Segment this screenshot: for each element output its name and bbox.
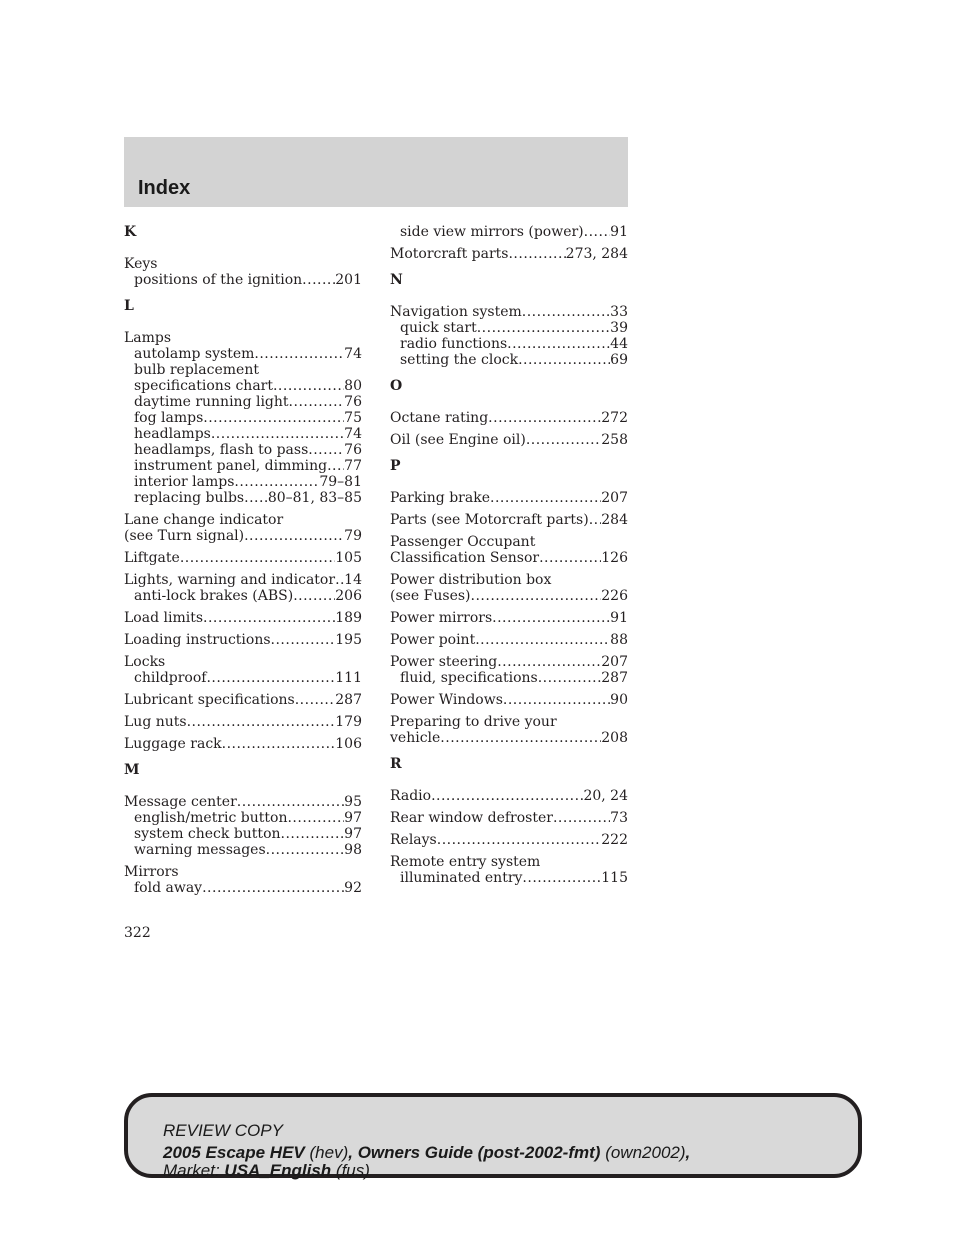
index-entry bbox=[124, 654, 362, 686]
index-entry bbox=[390, 610, 628, 626]
dot-leader bbox=[289, 394, 345, 410]
entry-term: side view mirrors (power) bbox=[400, 224, 584, 240]
index-entry bbox=[390, 512, 628, 528]
index-subentry bbox=[390, 670, 628, 686]
entry-term: system check button bbox=[134, 826, 281, 842]
page-reference: 105 bbox=[335, 550, 362, 566]
index-subentry bbox=[390, 352, 628, 368]
entry-term: Power distribution box bbox=[390, 572, 552, 588]
page-reference: 91 bbox=[610, 224, 628, 240]
entry-term: Luggage rack bbox=[124, 736, 222, 752]
index-entry bbox=[124, 330, 362, 506]
index-entry bbox=[390, 810, 628, 826]
section-letter: M bbox=[124, 762, 140, 778]
page-reference: 189 bbox=[335, 610, 362, 626]
index-column-right bbox=[390, 224, 628, 892]
page-reference: 91 bbox=[610, 610, 628, 626]
dot-leader bbox=[327, 458, 344, 474]
dot-leader bbox=[273, 378, 344, 394]
section-letter: N bbox=[390, 272, 403, 288]
entry-term: Power point bbox=[390, 632, 476, 648]
entry-term: Locks bbox=[124, 654, 166, 670]
index-entry-line bbox=[390, 854, 628, 870]
index-entry-line bbox=[390, 730, 628, 746]
page-reference: 106 bbox=[335, 736, 362, 752]
index-entry bbox=[390, 632, 628, 648]
dot-leader bbox=[503, 692, 610, 708]
entry-term: (see Fuses) bbox=[390, 588, 471, 604]
page-reference: 79 bbox=[344, 528, 362, 544]
separator: , bbox=[348, 1143, 358, 1162]
entry-term: vehicle bbox=[390, 730, 441, 746]
entry-term: (see Turn signal) bbox=[124, 528, 245, 544]
page-reference: 111 bbox=[335, 670, 362, 686]
dot-leader bbox=[244, 528, 344, 544]
section-letter: P bbox=[390, 458, 401, 474]
entry-term: childproof bbox=[134, 670, 207, 686]
entry-term: instrument panel, dimming bbox=[134, 458, 328, 474]
index-entry-line bbox=[390, 512, 628, 528]
index-entry-line bbox=[390, 572, 628, 588]
market-name: USA_English bbox=[224, 1161, 332, 1180]
entry-term: Parts (see Motorcraft parts) bbox=[390, 512, 589, 528]
page-reference: 14 bbox=[344, 572, 362, 588]
index-entry bbox=[390, 304, 628, 368]
page-reference: 207 bbox=[601, 490, 628, 506]
page-reference: 69 bbox=[610, 352, 628, 368]
entry-term: Octane rating bbox=[390, 410, 489, 426]
page-reference: 222 bbox=[601, 832, 628, 848]
page-reference: 208 bbox=[601, 730, 628, 746]
dot-leader bbox=[522, 870, 601, 886]
page-reference: 284 bbox=[601, 512, 628, 528]
index-entry bbox=[390, 246, 628, 262]
page-reference: 75 bbox=[344, 410, 362, 426]
dot-leader bbox=[471, 588, 602, 604]
index-entry-line bbox=[124, 528, 362, 544]
entry-term: Lug nuts bbox=[124, 714, 187, 730]
page-reference: 287 bbox=[601, 670, 628, 686]
entry-term: positions of the ignition bbox=[134, 272, 303, 288]
index-entry bbox=[390, 692, 628, 708]
section-letter: O bbox=[390, 378, 403, 394]
dot-leader bbox=[507, 336, 610, 352]
index-entry-line bbox=[390, 832, 628, 848]
page-reference: 115 bbox=[601, 870, 628, 886]
dot-leader bbox=[437, 832, 602, 848]
entry-term: Mirrors bbox=[124, 864, 179, 880]
model-name: 2005 Escape HEV bbox=[163, 1143, 305, 1162]
page-reference: 179 bbox=[335, 714, 362, 730]
index-subentry bbox=[124, 442, 362, 458]
entry-term: Keys bbox=[124, 256, 158, 272]
index-entry bbox=[124, 512, 362, 544]
dot-leader bbox=[475, 632, 610, 648]
entry-term: radio functions bbox=[400, 336, 508, 352]
dot-leader bbox=[237, 794, 344, 810]
index-entry bbox=[124, 794, 362, 858]
dot-leader bbox=[553, 810, 610, 826]
index-subentry bbox=[390, 224, 628, 240]
index-subentry bbox=[124, 490, 362, 506]
index-entry bbox=[390, 410, 628, 426]
entry-term: interior lamps bbox=[134, 474, 235, 490]
index-subentry bbox=[124, 810, 362, 826]
dot-leader bbox=[335, 572, 344, 588]
page-reference: 92 bbox=[344, 880, 362, 896]
index-subentry bbox=[124, 670, 362, 686]
dot-leader bbox=[206, 670, 335, 686]
entry-term: specifications chart bbox=[134, 378, 273, 394]
page-reference: 76 bbox=[344, 442, 362, 458]
entry-term: Remote entry system bbox=[390, 854, 541, 870]
index-entry-line bbox=[124, 512, 362, 528]
market-code: (fus) bbox=[335, 1161, 370, 1180]
entry-term: Load limits bbox=[124, 610, 204, 626]
entry-term: daytime running light bbox=[134, 394, 289, 410]
dot-leader bbox=[440, 730, 601, 746]
entry-term: Navigation system bbox=[390, 304, 522, 320]
page-reference: 74 bbox=[344, 346, 362, 362]
page-title: Index bbox=[138, 177, 191, 199]
entry-term: Relays bbox=[390, 832, 437, 848]
index-entry-line bbox=[390, 490, 628, 506]
index-entry bbox=[124, 572, 362, 604]
page-number: 322 bbox=[124, 925, 151, 941]
index-column-left bbox=[124, 224, 362, 902]
document-info-line bbox=[163, 1143, 690, 1163]
index-entry-line bbox=[124, 714, 362, 730]
entry-term: Lamps bbox=[124, 330, 172, 346]
dot-leader bbox=[488, 410, 601, 426]
entry-term: anti-lock brakes (ABS) bbox=[134, 588, 294, 604]
index-entry bbox=[124, 714, 362, 730]
entry-term: Parking brake bbox=[390, 490, 490, 506]
dot-leader bbox=[477, 320, 610, 336]
index-entry-line bbox=[124, 610, 362, 626]
entry-term: Motorcraft parts bbox=[390, 246, 509, 262]
index-subentry bbox=[124, 588, 362, 604]
entry-term: Loading instructions bbox=[124, 632, 271, 648]
index-entry-line bbox=[390, 246, 628, 262]
dot-leader bbox=[295, 692, 336, 708]
page-reference: 95 bbox=[344, 794, 362, 810]
section-letter: K bbox=[124, 224, 137, 240]
entry-term: warning messages bbox=[134, 842, 266, 858]
index-entry-line bbox=[390, 610, 628, 626]
index-entry bbox=[390, 714, 628, 746]
entry-term: Rear window defroster bbox=[390, 810, 553, 826]
index-subentry bbox=[390, 320, 628, 336]
page-reference: 97 bbox=[344, 826, 362, 842]
dot-leader bbox=[234, 474, 319, 490]
dot-leader bbox=[202, 880, 344, 896]
entry-term: Lights, warning and indicator bbox=[124, 572, 336, 588]
index-entry bbox=[390, 832, 628, 848]
entry-term: replacing bulbs bbox=[134, 490, 245, 506]
page-reference: 97 bbox=[344, 810, 362, 826]
section-letter: R bbox=[390, 756, 402, 772]
page-reference: 98 bbox=[344, 842, 362, 858]
index-entry-line bbox=[390, 810, 628, 826]
entry-term: english/metric button bbox=[134, 810, 288, 826]
page-reference: 273, 284 bbox=[565, 246, 628, 262]
entry-term: Lane change indicator bbox=[124, 512, 284, 528]
entry-term: Lubricant specifications bbox=[124, 692, 295, 708]
entry-term: Message center bbox=[124, 794, 237, 810]
entry-term: Power mirrors bbox=[390, 610, 493, 626]
index-subentry bbox=[124, 842, 362, 858]
page-reference: 272 bbox=[601, 410, 628, 426]
dot-leader bbox=[287, 810, 344, 826]
page-reference: 73 bbox=[610, 810, 628, 826]
index-entry-line bbox=[390, 788, 628, 804]
index-subentry bbox=[124, 362, 362, 378]
page-reference: 77 bbox=[344, 458, 362, 474]
entry-term: Passenger Occupant bbox=[390, 534, 536, 550]
page-reference: 226 bbox=[601, 588, 628, 604]
dot-leader bbox=[244, 490, 268, 506]
index-subentry bbox=[124, 410, 362, 426]
index-entry bbox=[124, 550, 362, 566]
index-entry-line bbox=[124, 692, 362, 708]
index-header-band bbox=[124, 137, 628, 207]
index-entry bbox=[390, 534, 628, 566]
entry-term: Radio bbox=[390, 788, 432, 804]
entry-term: fog lamps bbox=[134, 410, 204, 426]
dot-leader bbox=[431, 788, 583, 804]
index-entry-line bbox=[124, 256, 362, 272]
entry-term: autolamp system bbox=[134, 346, 255, 362]
index-entry-line bbox=[390, 714, 628, 730]
dot-leader bbox=[203, 410, 344, 426]
page-reference: 287 bbox=[335, 692, 362, 708]
page-reference: 74 bbox=[344, 426, 362, 442]
dot-leader bbox=[490, 490, 601, 506]
entry-term: Liftgate bbox=[124, 550, 180, 566]
page-reference: 33 bbox=[610, 304, 628, 320]
entry-term: setting the clock bbox=[400, 352, 519, 368]
entry-term: Oil (see Engine oil) bbox=[390, 432, 526, 448]
dot-leader bbox=[492, 610, 610, 626]
entry-term: Power steering bbox=[390, 654, 498, 670]
index-entry-line bbox=[124, 572, 362, 588]
page-reference: 195 bbox=[335, 632, 362, 648]
page-reference: 206 bbox=[335, 588, 362, 604]
dot-leader bbox=[522, 304, 610, 320]
dot-leader bbox=[203, 610, 335, 626]
index-entry bbox=[124, 692, 362, 708]
index-entry-line bbox=[124, 632, 362, 648]
index-entry bbox=[124, 736, 362, 752]
page-reference: 90 bbox=[610, 692, 628, 708]
dot-leader bbox=[281, 826, 345, 842]
index-entry bbox=[124, 256, 362, 288]
index-entry-line bbox=[124, 654, 362, 670]
entry-term: Classification Sensor bbox=[390, 550, 540, 566]
dot-leader bbox=[302, 272, 335, 288]
dot-leader bbox=[271, 632, 336, 648]
index-subentry bbox=[124, 272, 362, 288]
page-reference: 39 bbox=[610, 320, 628, 336]
index-subentry bbox=[124, 378, 362, 394]
index-entry-line bbox=[390, 550, 628, 566]
index-entry-line bbox=[390, 692, 628, 708]
dot-leader bbox=[293, 588, 335, 604]
index-subentry bbox=[124, 826, 362, 842]
dot-leader bbox=[508, 246, 565, 262]
separator: , bbox=[685, 1143, 691, 1162]
index-entry-line bbox=[124, 736, 362, 752]
index-subentry bbox=[124, 458, 362, 474]
dot-leader bbox=[266, 842, 345, 858]
dot-leader bbox=[211, 426, 344, 442]
index-subentry bbox=[124, 394, 362, 410]
dot-leader bbox=[254, 346, 344, 362]
page-reference: 126 bbox=[601, 550, 628, 566]
section-letter: L bbox=[124, 298, 134, 314]
page-reference: 258 bbox=[601, 432, 628, 448]
dot-leader bbox=[538, 670, 602, 686]
index-entry bbox=[390, 788, 628, 804]
page-reference: 207 bbox=[601, 654, 628, 670]
dot-leader bbox=[584, 224, 611, 240]
page-reference: 76 bbox=[344, 394, 362, 410]
index-entry-line bbox=[390, 410, 628, 426]
dot-leader bbox=[589, 512, 602, 528]
dot-leader bbox=[187, 714, 336, 730]
market-label: Market: bbox=[163, 1161, 220, 1180]
entry-term: Power Windows bbox=[390, 692, 503, 708]
index-entry-line bbox=[390, 632, 628, 648]
review-copy-label: REVIEW COPY bbox=[163, 1121, 283, 1140]
page-reference: 88 bbox=[610, 632, 628, 648]
index-entry-line bbox=[124, 794, 362, 810]
index-subentry bbox=[124, 426, 362, 442]
index-entry-line bbox=[390, 534, 628, 550]
index-subentry bbox=[390, 870, 628, 886]
index-subentry bbox=[124, 880, 362, 896]
page-reference: 44 bbox=[610, 336, 628, 352]
review-copy-footer bbox=[124, 1093, 862, 1178]
index-entry-line bbox=[390, 304, 628, 320]
index-entry-line bbox=[390, 654, 628, 670]
index-subentry bbox=[124, 346, 362, 362]
dot-leader bbox=[526, 432, 601, 448]
dot-leader bbox=[539, 550, 601, 566]
index-entry-line bbox=[390, 588, 628, 604]
model-code: (hev) bbox=[309, 1143, 349, 1162]
entry-term: bulb replacement bbox=[134, 362, 259, 378]
entry-term: headlamps bbox=[134, 426, 211, 442]
market-line bbox=[163, 1161, 370, 1181]
index-entry bbox=[390, 654, 628, 686]
index-entry-line bbox=[124, 864, 362, 880]
dot-leader bbox=[180, 550, 335, 566]
entry-term: illuminated entry bbox=[400, 870, 523, 886]
index-entry-line bbox=[124, 550, 362, 566]
entry-term: fluid, specifications bbox=[400, 670, 538, 686]
index-entry bbox=[124, 864, 362, 896]
page-reference: 80 bbox=[344, 378, 362, 394]
index-entry bbox=[390, 854, 628, 886]
dot-leader bbox=[518, 352, 610, 368]
index-entry bbox=[124, 632, 362, 648]
entry-term: fold away bbox=[134, 880, 203, 896]
dot-leader bbox=[222, 736, 336, 752]
page-reference: 20, 24 bbox=[583, 788, 628, 804]
index-subentry bbox=[390, 336, 628, 352]
entry-term: Preparing to drive your bbox=[390, 714, 557, 730]
page-reference: 201 bbox=[335, 272, 362, 288]
index-entry bbox=[124, 610, 362, 626]
index-subentry bbox=[124, 474, 362, 490]
index-entry bbox=[390, 572, 628, 604]
dot-leader bbox=[308, 442, 344, 458]
entry-term: headlamps, flash to pass bbox=[134, 442, 309, 458]
index-entry-line bbox=[124, 330, 362, 346]
dot-leader bbox=[497, 654, 601, 670]
guide-code: (own2002) bbox=[605, 1143, 686, 1162]
page-reference: 80–81, 83–85 bbox=[267, 490, 362, 506]
index-entry bbox=[390, 432, 628, 448]
index-entry bbox=[390, 490, 628, 506]
index-entry-line bbox=[390, 432, 628, 448]
index-entry bbox=[390, 224, 628, 240]
entry-term: quick start bbox=[400, 320, 477, 336]
page-reference: 79–81 bbox=[319, 474, 362, 490]
guide-name: Owners Guide (post-2002-fmt) bbox=[357, 1143, 601, 1162]
